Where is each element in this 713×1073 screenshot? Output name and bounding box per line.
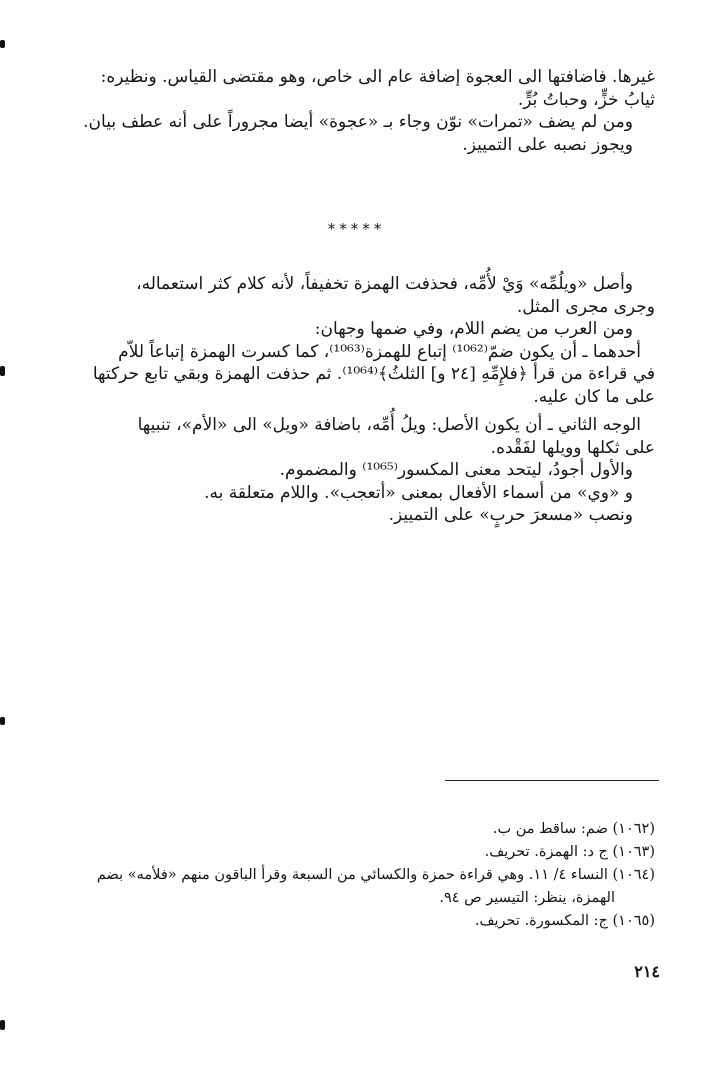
text-line: ثيابُ خزٍّ، وحباتُ بُرٍّ. — [517, 89, 655, 110]
footnote-item: (١٠٦٣) ج د: الهمزة. تحريف. — [484, 844, 655, 860]
scan-edge-mark — [0, 40, 5, 48]
text-line: ونصب «مسعرَ حربٍ» على التمييز. — [388, 505, 633, 525]
page-number: ٢١٤ — [634, 962, 660, 981]
text-line: الوجه الثاني ـ أن يكون الأصل: ويلُ أُمِّه، باضافة «ويل» الى «الأم»، تنبيها — [137, 415, 641, 435]
footnote-item: (١٠٦٢) ضم: ساقط من ب. — [492, 821, 655, 837]
text-line: أحدهما ـ أن يكون ضمّ⁽¹⁰⁶²⁾ إتباع للهمزة⁽¹⁰⁶³⁾، كما كسرت الهمزة إتباعاً للاّم — [118, 341, 641, 362]
scan-edge-mark — [0, 717, 5, 725]
paragraph-block-two — [55, 273, 655, 527]
text-line: وجرى مجرى المثل. — [516, 296, 655, 317]
text-line: على ما كان عليه. — [533, 386, 655, 407]
footnote-item: (١٠٦٥) ج: المكسورة. تحريف. — [474, 913, 655, 929]
paragraph-block-one — [55, 66, 655, 156]
scan-edge-mark — [0, 366, 5, 376]
footnote-divider — [445, 780, 659, 781]
scan-edge-mark — [0, 1020, 5, 1030]
text-line: والأول أجودُ، ليتحد معنى المكسور⁽¹⁰⁶⁵⁾ والمضموم. — [279, 460, 633, 480]
section-separator: ***** — [327, 220, 386, 238]
footnote-item: الهمزة، ينظر: التيسير ص ٩٤. — [439, 890, 615, 906]
text-line: غيرها. فاضافتها الى العجوة إضافة عام الى خاص، وهو مقتضى القياس. ونظيره: — [100, 67, 655, 87]
text-line: ومن العرب من يضم اللام، وفي ضمها وجهان: — [314, 319, 633, 339]
footnote-item: (١٠٦٤) النساء ٤/ ١١. وهي قراءة حمزة والكسائي من السبعة وقرأ الباقون منهم «فلأمه» بضم — [96, 867, 655, 883]
text-line: على ثكلها وويلها لفَقْده. — [490, 437, 655, 458]
text-line: وأصل «ويلُمِّه» وَيْ لأُمِّه، فحذفت الهمزة تخفيفاً، لأنه كلام كثر استعماله، — [136, 274, 633, 294]
text-line: ومن لم يضف «تمرات» نوّن وجاء بـ «عجوة» أيضا مجروراً على أنه عطف بيان. — [83, 112, 633, 132]
text-line: ويجوز نصبه على التمييز. — [462, 134, 633, 155]
text-line: في قراءة من قرأ ﴿فلإِمِّهِ [٢٤ و] الثلثُ﴾⁽¹⁰⁶⁴⁾. ثم حذفت الهمزة وبقي تابع حركتها — [92, 364, 655, 384]
text-line: و «وي» من أسماء الأفعال بمعنى «أتعجب». واللام متعلقة به. — [204, 482, 633, 503]
footnotes — [35, 818, 655, 933]
